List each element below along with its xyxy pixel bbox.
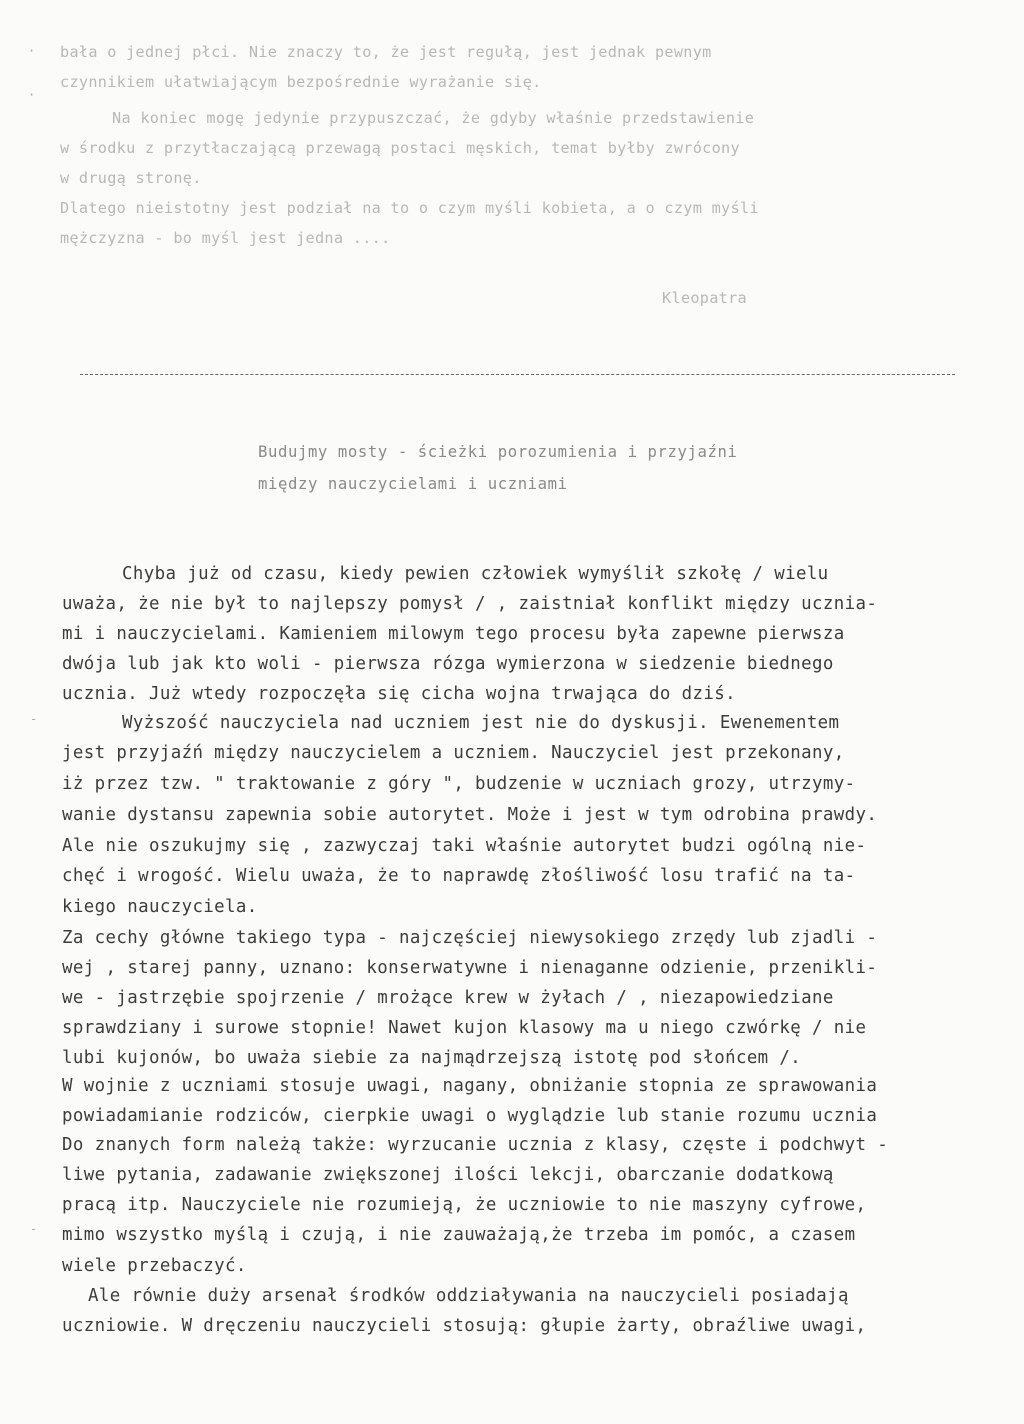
article-line: wiele przebaczyć. [62,1256,247,1276]
article-line: powiadamianie rodziców, cierpkie uwagi o wyglądzie lub stanie rozumu ucznia [62,1106,878,1126]
article-line: chęć i wrogość. Wielu uważa, że to naprawdę złośliwość losu trafić na ta- [62,866,856,886]
article-line: lubi kujonów, bo uważa siebie za najmądrzejszą istotę pod słońcem /. [62,1048,802,1068]
previous-article-line: Na koniec mogę jedynie przypuszczać, że gdyby właśnie przedstawienie [112,109,755,127]
previous-article-line: w środku z przytłaczającą przewagą postaci męskich, temat byłby zwrócony [60,139,740,157]
article-line: uczniowie. W dręczeniu nauczycieli stosują: głupie żarty, obraźliwe uwagi, [62,1316,867,1336]
article-line: Ale równie duży arsenał środków oddziaływania na nauczycieli posiadają [88,1286,849,1306]
section-divider [80,374,955,375]
previous-article-line: mężczyzna - bo myśl jest jedna .... [60,229,391,247]
article-line: uważa, że nie był to najlepszy pomysł / , zaistniał konflikt między ucznia- [62,594,878,614]
article-line: kiego nauczyciela. [62,897,258,917]
previous-article-line: czynnikiem ułatwiającym bezpośrednie wyrażanie się. [60,73,542,91]
previous-article-line: bała o jednej płci. Nie znaczy to, że jest regułą, jest jednak pewnym [60,43,712,61]
margin-mark: - [30,712,38,726]
article-line: wanie dystansu zapewnia sobie autorytet. Może i jest w tym odrobina prawdy. [62,805,878,825]
article-line: liwe pytania, zadawanie zwiększonej ilości lekcji, obarczanie dodatkową [62,1165,834,1185]
article-line: W wojnie z uczniami stosuje uwagi, nagany, obniżanie stopnia ze sprawowania [62,1076,878,1096]
article-line: Do znanych form należą także: wyrzucanie ucznia z klasy, częste i podchwyt - [62,1135,889,1155]
article-line: wej , starej panny, uznano: konserwatywne i nienaganne odzienie, przenikli- [62,958,878,978]
article-title-line-2: między nauczycielami i uczniami [258,475,568,493]
previous-article-line: w drugą stronę. [60,169,202,187]
article-line: we - jastrzębie spojrzenie / mrożące krew w żyłach / , niezapowiedziane [62,988,834,1008]
article-line: Wyższość nauczyciela nad uczniem jest nie do dyskusji. Ewenementem [122,713,840,733]
article-line: pracą itp. Nauczyciele nie rozumieją, że uczniowie to nie maszyny cyfrowe, [62,1195,867,1215]
signature: Kleopatra [662,289,747,307]
article-line: mi i nauczycielami. Kamieniem milowym tego procesu była zapewne pierwsza [62,624,845,644]
article-line: dwója lub jak kto woli - pierwsza rózga wymierzona w siedzenie biednego [62,654,834,674]
article-line: mimo wszystko myślą i czują, i nie zauważają,że trzeba im pomóc, a czasem [62,1225,856,1245]
article-line: ucznia. Już wtedy rozpoczęła się cicha wojna trwająca do dziś. [62,684,736,704]
margin-mark: · [28,88,36,102]
margin-mark: · [28,44,36,58]
article-title-line-1: Budujmy mosty - ścieżki porozumienia i przyjaźni [258,443,738,461]
article-line: jest przyjaźń między nauczycielem a uczniem. Nauczyciel jest przekonany, [62,743,845,763]
article-line: sprawdziany i surowe stopnie! Nawet kujon klasowy ma u niego czwórkę / nie [62,1018,867,1038]
article-line: Ale nie oszukujmy się , zazwyczaj taki właśnie autorytet budzi ogólną nie- [62,836,867,856]
article-line: Za cechy główne takiego typa - najczęściej niewysokiego zrzędy lub zjadli - [62,928,878,948]
article-line: Chyba już od czasu, kiedy pewien człowiek wymyślił szkołę / wielu [122,564,829,584]
article-line: iż przez tzw. " traktowanie z góry ", budzenie w uczniach grozy, utrzymy- [62,774,856,794]
previous-article-line: Dlatego nieistotny jest podział na to o czym myśli kobieta, a o czym myśli [60,199,759,217]
margin-mark: - [30,1222,38,1236]
